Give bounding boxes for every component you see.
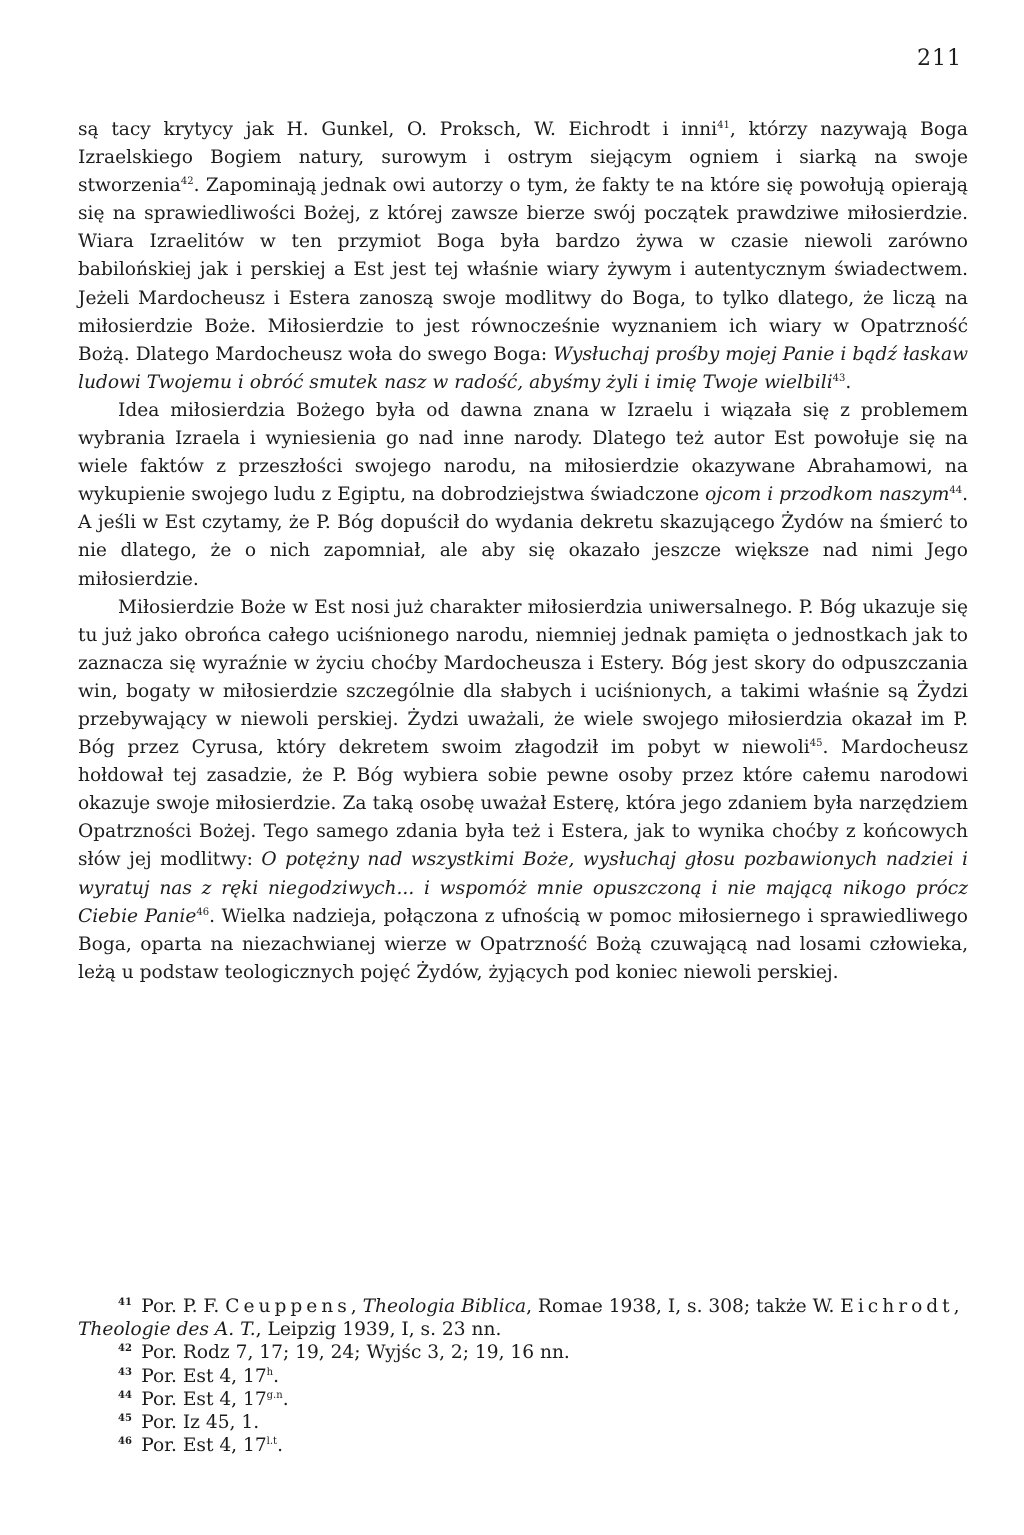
footnote-ref: 44 (949, 485, 963, 497)
footnote (78, 1388, 968, 1411)
italic-quote: Theologia Biblica (362, 1296, 527, 1317)
italic-quote: ojcom i przodkom naszym (705, 484, 950, 506)
footnote-ref: 46 (196, 906, 210, 918)
footnote-ref: g.n (266, 1389, 283, 1401)
text-run: . (282, 1388, 289, 1410)
paragraph (78, 594, 968, 987)
footnote (78, 1411, 968, 1434)
footnotes (78, 1295, 968, 1457)
text-run: Por. Est 4, 17 (141, 1365, 267, 1387)
footnote (78, 1341, 968, 1364)
footnote-ref: 42 (180, 176, 194, 187)
footnote-number: 43 (118, 1366, 132, 1378)
footnote-number: 45 (118, 1412, 132, 1424)
text-run: . (845, 371, 852, 393)
text-run: , Leipzig 1939, I, s. 23 nn. (255, 1319, 502, 1341)
footnote (78, 1434, 968, 1457)
footnote-ref: 43 (832, 372, 846, 384)
footnote-number: 41 (118, 1296, 132, 1308)
text-run: Por. Iz 45, 1. (141, 1412, 260, 1434)
text-run: Por. Rodz 7, 17; 19, 24; Wyjśc 3, 2; 19, 16 nn. (141, 1342, 570, 1364)
italic-quote: Wysłuchaj prośby mojej Panie i bądź łaskaw ludowi Twojemu i obróć smutek nasz w radość, abyśmy żyli i imię Twoje wielbili (78, 343, 968, 393)
body-text (78, 116, 968, 987)
text-run: , którzy nazywają Boga Izraelskiego Bogiem natury, surowym i ostrym siejącym ogniem i siarką na swoje stworzenia (78, 119, 969, 197)
footnote (78, 1295, 968, 1341)
text-run: Idea miłosierdzia Bożego była od dawna znana w Izraelu i wiązała się z problemem wybrania Izraela i wyniesienia go nad inne narody. Dlatego też autor Est powołuje się na wiele faktów z przeszłości swojego narodu, na miłosierdzie okazywane Abrahamowi, na wykupienie swojego ludu z Egiptu, na dobrodziejstwa świadczone (78, 399, 968, 506)
footnote-number: 42 (118, 1343, 132, 1355)
text-run: Por. Est 4, 17 (141, 1435, 267, 1457)
text-run: Miłosierdzie Boże w Est nosi już charakter miłosierdzia uniwersalnego. P. Bóg ukazuje się tu już jako obrońca całego uciśnionego narodu, niemniej jednak pamięta o jednostkach jak to zaznacza się wyraźnie w życiu choćby Mardocheusza i Estery. Bóg jest skory do odpuszczania win, bogaty w miłosierdzie szczególnie dla słabych i uciśnionych, a takimi właśnie są Żydzi przebywający w niewoli perskiej. Żydzi uważali, że wiele swojego miłosierdzia okazał im P. Bóg przez Cyrusa, który dekretem swoim złagodził im pobyt w niewoli (78, 596, 968, 759)
text-run: . Mardocheusz hołdował tej zasadzie, że P. Bóg wybiera sobie pewne osoby przez które całemu narodowi okazuje swoje miłosierdzie. Za taką osobę uważał Esterę, która jego zdaniem była narzędziem Opatrzności Bożej. Tego samego zdania była też i Estera, jak to wynika choćby z końcowych słów jej modlitwy: (78, 737, 968, 871)
text-run: . A jeśli w Est czytamy, że P. Bóg dopuścił do wydania dekretu skazującego Żydów na śmierć to nie dlatego, że o nich zapomniał, ale aby się okazało jeszcze większe nad nimi Jego miłosierdzie. (78, 484, 968, 590)
footnote-ref: 45 (809, 737, 823, 749)
text-run: . (277, 1435, 283, 1457)
text-run: są tacy krytycy jak H. Gunkel, O. Proksch, W. Eichrodt i inni (78, 119, 718, 140)
text-run: Por. P. F. (141, 1296, 226, 1317)
footnote-ref: 41 (717, 119, 730, 131)
text-run: , (350, 1296, 363, 1317)
footnote-number: 44 (118, 1389, 132, 1401)
paragraph (78, 397, 968, 594)
italic-quote: O potężny nad wszystkimi Boże, wysłuchaj głosu pozbawionych nadziei i wyratuj nas z ręki niegodziwych... i wspomóż mnie opuszczoną i nie mającą nikogo prócz Ciebie Panie (78, 849, 968, 927)
page-number: 211 (917, 46, 962, 71)
footnote-number: 46 (118, 1436, 132, 1448)
italic-quote: Theologie des A. T. (78, 1319, 256, 1341)
text-run: , Romae 1938, I, s. 308; także W. (526, 1296, 841, 1317)
spaced-author: Eichrodt (840, 1296, 954, 1317)
paragraph (78, 116, 968, 397)
footnote-ref: l.t (266, 1436, 278, 1448)
text-run: . Zapominają jednak owi autorzy o tym, że fakty te na które się powołują opierają się na sprawiedliwości Bożej, z której zawsze bierze swój początek prawdziwe miłosierdzie. Wiara Izraelitów w ten przymiot Boga była bardzo żywa w czasie niewoli zarówno babilońskiej jak i perskiej a Est jest tej właśnie wiary żywym i autentycznym świadectwem. Jeżeli Mardocheusz i Estera zanoszą swoje modlitwy do Boga, to tylko dlatego, że liczą na miłosierdzie Boże. Miłosierdzie to jest równocześnie wyznaniem ich wiary w Opatrzność Bożą. Dlatego Mardocheusz woła do swego Boga: (78, 175, 968, 365)
footnote (78, 1365, 968, 1388)
text-run: Por. Est 4, 17 (141, 1388, 267, 1410)
text-run: . (273, 1365, 280, 1387)
text-run: . Wielka nadzieja, połączona z ufnością w pomoc miłosiernego i sprawiedliwego Boga, oparta na niezachwianej wierze w Opatrzność Bożą czuwającą nad losami człowieka, leżą u podstaw teologicznych pojęć Żydów, żyjących pod koniec niewoli perskiej. (78, 905, 968, 983)
footnote-ref: h (266, 1366, 274, 1378)
text-run: , (953, 1296, 960, 1317)
spaced-author: Ceuppens (225, 1296, 351, 1317)
